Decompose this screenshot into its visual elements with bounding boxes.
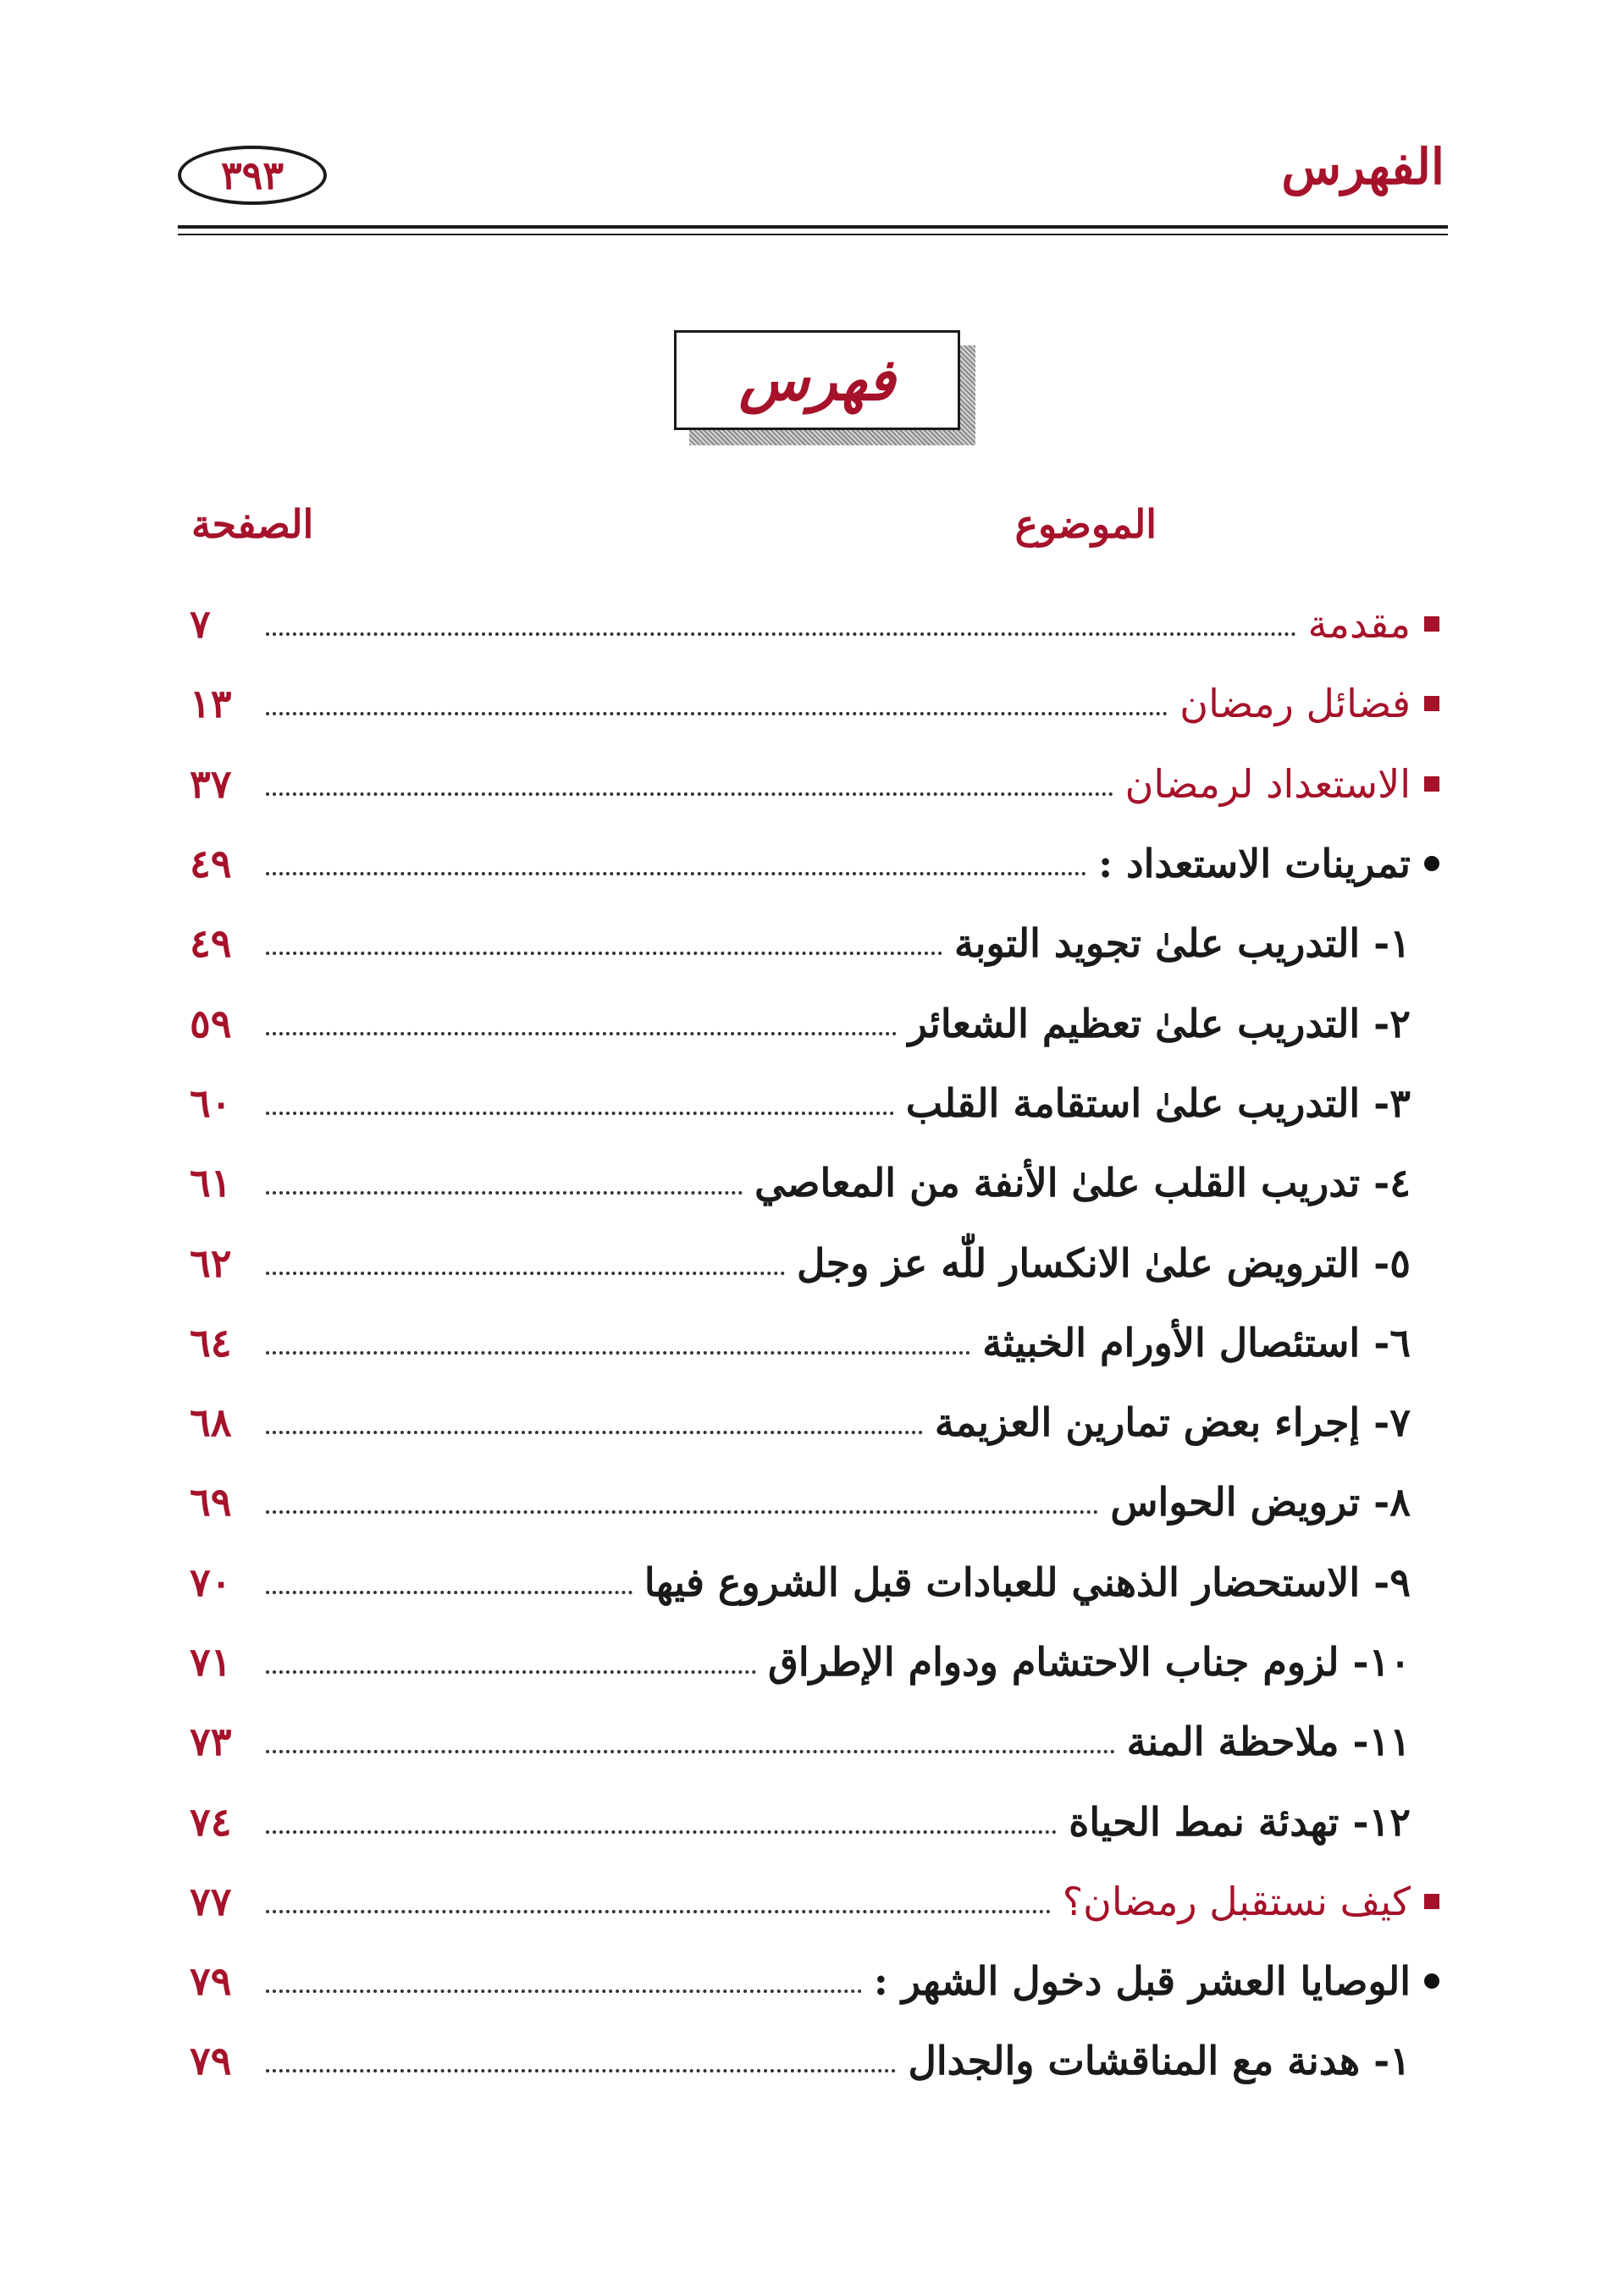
- dot-leader: [266, 2069, 896, 2072]
- toc-entry-label: ٩- الاستحضار الذهني للعبادات قبل الشروع فيها: [644, 1559, 1411, 1605]
- dot-leader: [266, 1272, 785, 1275]
- square-bullet-icon: [1424, 1894, 1439, 1909]
- toc-row: [190, 1702, 1453, 1781]
- square-bullet-icon: [1424, 696, 1439, 711]
- toc-row: [190, 664, 1453, 743]
- chapter-square-icon: [1424, 616, 1453, 632]
- toc-entry-page: ٣٧: [190, 760, 232, 807]
- toc-entry-label: ١٢- تهدئة نمط الحياة: [1069, 1798, 1411, 1845]
- toc-entry-page: ٧: [190, 601, 211, 648]
- toc-entry-label: تمرينات الاستعداد :: [1098, 841, 1411, 887]
- toc-entry-page: ٦٠: [190, 1079, 232, 1126]
- toc-entry-label: ١- التدريب علىٰ تجويد التوبة: [953, 920, 1411, 967]
- chapter-square-icon: [1424, 1894, 1453, 1909]
- toc-title: فهرس: [738, 346, 896, 414]
- toc-entry-page: ٤٩: [190, 920, 232, 967]
- toc-entry-label: ١٠- لزوم جناب الاحتشام ودوام الإطراق: [768, 1639, 1411, 1685]
- toc-entry-page: ١٣: [190, 681, 232, 727]
- toc-entry-page: ٧٤: [190, 1798, 232, 1845]
- toc-row: [190, 2021, 1453, 2100]
- dot-leader: [266, 1510, 1098, 1514]
- column-heading-topic: الموضوع: [1014, 501, 1157, 547]
- toc-row: [190, 1223, 1453, 1302]
- toc-row: [190, 824, 1453, 903]
- dot-leader: [266, 1351, 970, 1355]
- dot-leader: [266, 1990, 862, 1993]
- toc-entry-page: ٦١: [190, 1160, 232, 1206]
- toc-entry-page: ٧٣: [190, 1719, 232, 1765]
- toc-entry-page: ٧٠: [190, 1559, 232, 1605]
- dot-leader: [266, 872, 1086, 875]
- section-bullet-icon: [1424, 856, 1453, 871]
- toc-row: [190, 744, 1453, 824]
- toc-entry-page: ٦٤: [190, 1319, 232, 1366]
- toc-row: [190, 1063, 1453, 1143]
- toc-entry-page: ٥٩: [190, 1000, 232, 1046]
- toc-row: [190, 1303, 1453, 1383]
- toc-entry-page: ٧١: [190, 1639, 232, 1685]
- page-number-badge: ٣٩٣: [178, 146, 327, 205]
- toc-row: [190, 1543, 1453, 1622]
- toc-entry-label: كيف نستقبل رمضان؟: [1062, 1878, 1411, 1924]
- toc-entry-page: ٧٩: [190, 1958, 232, 2005]
- toc-entry-page: ٤٩: [190, 841, 232, 887]
- dot-leader: [266, 1750, 1115, 1753]
- toc-row: [190, 983, 1453, 1062]
- toc-row: [190, 1941, 1453, 2021]
- round-bullet-icon: [1424, 856, 1439, 871]
- toc-entry-label: ٨- ترويض الحواس: [1110, 1479, 1411, 1526]
- toc-entry-page: ٦٢: [190, 1239, 232, 1286]
- toc-entry-label: الوصايا العشر قبل دخول الشهر :: [873, 1958, 1411, 2005]
- toc-entry-page: ٦٨: [190, 1399, 232, 1446]
- toc-entry-label: ٤- تدريب القلب علىٰ الأنفة من المعاصي: [754, 1160, 1411, 1206]
- header-rule-thick: [178, 225, 1448, 229]
- dot-leader: [266, 1830, 1057, 1834]
- toc-row: [190, 1862, 1453, 1941]
- dot-leader: [266, 1191, 743, 1195]
- chapter-square-icon: [1424, 696, 1453, 711]
- toc-entry-label: ٧- إجراء بعض تمارين العزيمة: [934, 1399, 1411, 1446]
- title-box: [674, 330, 960, 430]
- dot-leader: [266, 792, 1113, 796]
- toc-entry-label: مقدمة: [1307, 601, 1411, 648]
- toc-row: [190, 1781, 1453, 1861]
- dot-leader: [266, 952, 942, 955]
- dot-leader: [266, 1032, 897, 1035]
- toc-entry-label: ١١- ملاحظة المنة: [1126, 1719, 1411, 1765]
- toc-entry-label: ٣- التدريب علىٰ استقامة القلب: [905, 1079, 1411, 1126]
- toc-entry-label: ٥- الترويض علىٰ الانكسار للّٰه عز وجل: [796, 1239, 1411, 1286]
- square-bullet-icon: [1424, 616, 1439, 632]
- toc-row: [190, 584, 1453, 664]
- toc-entry-label: ٢- التدريب علىٰ تعظيم الشعائر: [908, 1000, 1411, 1046]
- toc-entry-label: فضائل رمضان: [1179, 681, 1411, 727]
- toc-row: [190, 1143, 1453, 1223]
- toc-entry-label: ١- هدنة مع المناقشات والجدال: [908, 2038, 1411, 2084]
- column-heading-page: الصفحة: [191, 501, 314, 547]
- running-header-title: الفهرس: [1281, 138, 1444, 196]
- chapter-square-icon: [1424, 776, 1453, 792]
- toc-row: [190, 903, 1453, 983]
- dot-leader: [266, 1670, 756, 1674]
- toc-row: [190, 1462, 1453, 1542]
- toc-entry-label: الاستعداد لرمضان: [1124, 760, 1411, 807]
- dot-leader: [266, 1910, 1051, 1913]
- section-bullet-icon: [1424, 1973, 1453, 1989]
- toc-entry-page: ٧٧: [190, 1878, 232, 1924]
- toc-entry-page: ٧٩: [190, 2038, 232, 2084]
- toc-row: [190, 1622, 1453, 1702]
- toc-entry-label: ٦- استئصال الأورام الخبيثة: [982, 1319, 1411, 1366]
- dot-leader: [266, 712, 1168, 715]
- dot-leader: [266, 1431, 923, 1434]
- toc-list: [190, 584, 1453, 2101]
- dot-leader: [266, 1112, 894, 1115]
- header-rule-thin: [178, 234, 1448, 235]
- dot-leader: [266, 632, 1296, 636]
- toc-entry-page: ٦٩: [190, 1479, 232, 1526]
- dot-leader: [266, 1591, 632, 1594]
- round-bullet-icon: [1424, 1973, 1439, 1989]
- toc-row: [190, 1383, 1453, 1462]
- square-bullet-icon: [1424, 776, 1439, 792]
